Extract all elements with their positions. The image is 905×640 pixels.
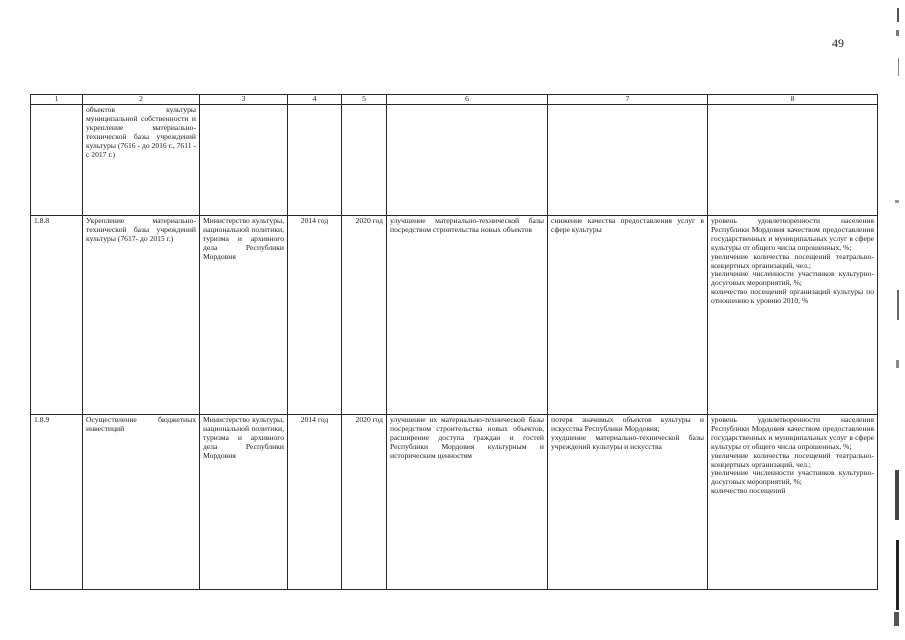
measure-end bbox=[342, 105, 387, 216]
measure-consequences bbox=[548, 415, 708, 590]
column-header-5: 5 bbox=[342, 95, 387, 105]
indicator-line: количество посещений организаций культуры по отношению к уровню 2010, % bbox=[711, 287, 874, 306]
measure-start: 2014 год bbox=[288, 415, 342, 590]
page-number: 49 bbox=[832, 36, 844, 50]
table-row bbox=[31, 216, 878, 415]
measure-end: 2020 год bbox=[342, 216, 387, 415]
consequence-line: потеря значимых объектов культуры и искусства Республики Мордовия; bbox=[551, 415, 704, 433]
measure-name: Укрепление материально-технической базы учреждений культуры (7617- до 2015 г.) bbox=[83, 216, 200, 415]
indicator-line: увеличение количества посещений театрально-концертных организаций, чел.; bbox=[711, 251, 874, 270]
measure-result: улучшение материально-технической базы посредством строительства новых объектов bbox=[387, 216, 548, 415]
indicator-line: уровень удовлетворенности населения Республики Мордовия качеством предоставления государственных и муниципальных услуг в сфере культуры от общего числа опрошенных, %; bbox=[711, 216, 874, 252]
measure-indicators bbox=[708, 216, 878, 415]
consequence-line: ухудшение материально-технической базы учреждений культуры и искусства bbox=[551, 432, 704, 451]
measure-number: 1.8.8 bbox=[31, 216, 83, 415]
measure-start bbox=[288, 105, 342, 216]
measure-name: Осуществление бюджетных инвестиций bbox=[83, 415, 200, 590]
measure-executor: Министерство культуры, национальной политики, туризма и архивного дела Республики Мордовия bbox=[200, 216, 288, 415]
indicator-line: увеличение численности участников культурно-досуговых мероприятий, %; bbox=[711, 468, 874, 487]
measure-indicators bbox=[708, 105, 878, 216]
measure-result bbox=[387, 105, 548, 216]
table-row bbox=[31, 415, 878, 590]
column-header-1: 1 bbox=[31, 95, 83, 105]
measure-consequences bbox=[548, 105, 708, 216]
measure-start: 2014 год bbox=[288, 216, 342, 415]
measure-indicators bbox=[708, 415, 878, 590]
header-row bbox=[31, 95, 878, 105]
indicator-line: уровень удовлетворенности населения Республики Мордовия качеством предоставления государственных и муниципальных услуг в сфере культуры от общего числа опрошенных, %; bbox=[711, 415, 874, 451]
indicator-line: увеличение количества посещений театрально-концертных организаций, чел.; bbox=[711, 450, 874, 469]
measure-number: 1.8.9 bbox=[31, 415, 83, 590]
measure-consequences: снижение качества предоставления услуг в сфере культуры bbox=[548, 216, 708, 415]
measure-end: 2020 год bbox=[342, 415, 387, 590]
measure-number bbox=[31, 105, 83, 216]
column-header-8: 8 bbox=[708, 95, 878, 105]
column-header-4: 4 bbox=[288, 95, 342, 105]
column-header-6: 6 bbox=[387, 95, 548, 105]
indicator-line: увеличение численности участников культурно-досуговых мероприятий, %; bbox=[711, 269, 874, 288]
column-header-3: 3 bbox=[200, 95, 288, 105]
measure-executor bbox=[200, 105, 288, 216]
measure-name: объектов культуры муниципальной собственности и укрепление материально-технической базы учреждений культуры (7616 - до 2016 г., 7611 - с 2017 г.) bbox=[83, 105, 200, 216]
scan-edge-marks bbox=[883, 0, 905, 640]
table-row bbox=[31, 105, 878, 216]
program-measures-table bbox=[30, 94, 878, 590]
measure-result: улучшение их материально-технической базы посредством строительства новых объектов, расширение доступа граждан и гостей Республики Мордовия культурным и историческим ценностям bbox=[387, 415, 548, 590]
column-header-7: 7 bbox=[548, 95, 708, 105]
column-header-2: 2 bbox=[83, 95, 200, 105]
indicator-line: количество посещений bbox=[711, 486, 786, 496]
measure-executor: Министерство культуры, национальной политики, туризма и архивного дела Республики Мордовия bbox=[200, 415, 288, 590]
